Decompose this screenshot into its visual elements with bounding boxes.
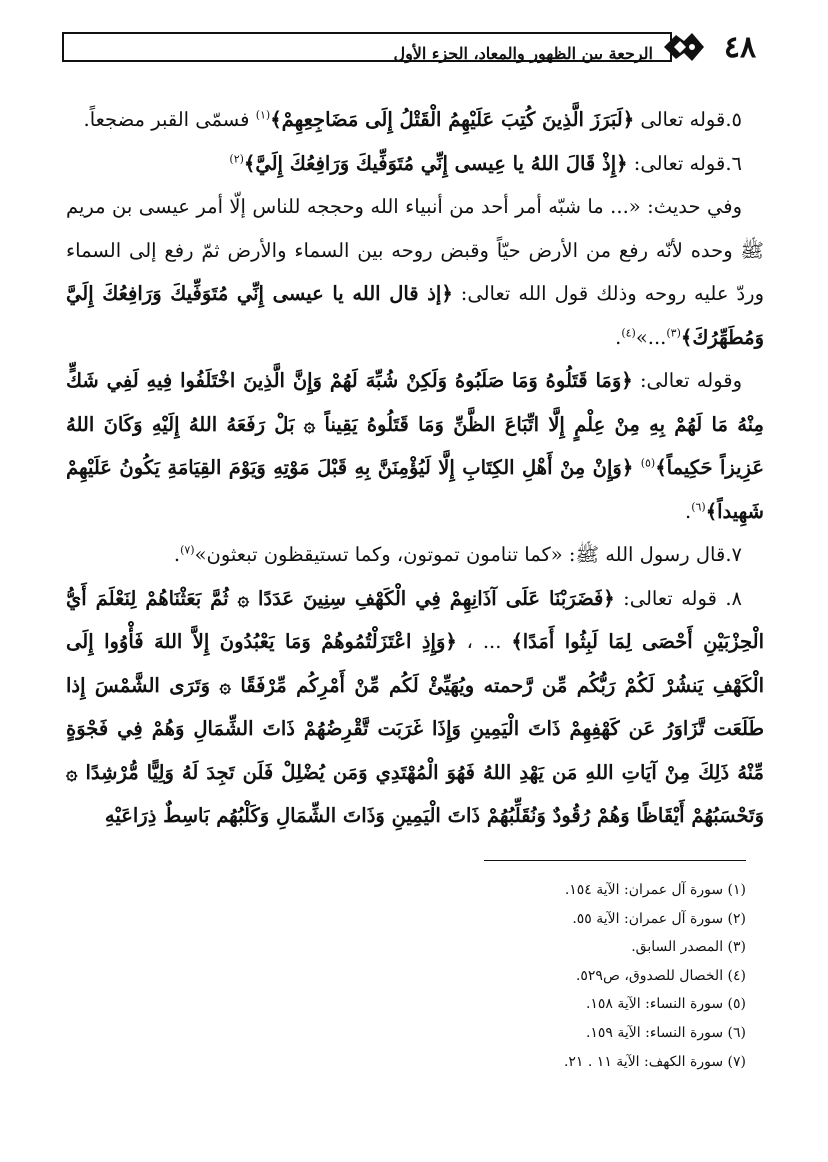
quran-verse: ﴿فَضَرَبْنَا عَلَى آذَانِهِمْ فِي الْكَهْفِ سِنِينَ عَدَدًا ۞ ثُمَّ بَعَثْنَاهُمْ لِنَعْلَمَ أَيُّ الْحِزْبَيْنِ أَحْصَى لِمَا لَبِثُوا أَمَدًا﴾ bbox=[66, 586, 764, 653]
hadith-text: قال رسول الله ﷺ: «كما تنامون تموتون، وكما تستيقظون تبعثون» bbox=[194, 543, 726, 566]
header-frame bbox=[62, 32, 672, 62]
hadith-close: ...» bbox=[635, 325, 667, 349]
item-number: ٨. bbox=[725, 586, 742, 610]
quran-verse: ﴿وَإِنْ مِنْ أَهْلِ الكِتَابِ إِلَّا لَيُؤْمِنَنَّ بِهِ قَبْلَ مَوْتِهِ وَيَوْمَ القِيَامَةِ يَكُونُ عَلَيْهِمْ شَهِيداً﴾ bbox=[66, 456, 764, 523]
footnote: (٥) سورة النساء: الآية ١٥٨. bbox=[585, 996, 746, 1013]
quran-verse: ﴿لَبَرَزَ الَّذِينَ كُتِبَ عَلَيْهِمُ الْقَتْلُ إِلَى مَضَاجِعِهِمْ﴾ bbox=[270, 108, 635, 131]
quran-verse: ﴿إِذْ قَالَ اللهُ يا عِيسى إِنِّي مُتَوَفِّيكَ وَرَافِعُكَ إِلَيَّ﴾ bbox=[243, 151, 628, 175]
footnote: (٢) سورة آل عمران: الآية ٥٥. bbox=[572, 910, 746, 927]
paragraph-hadith bbox=[66, 185, 764, 359]
footnote: (٦) سورة النساء: الآية ١٥٩. bbox=[585, 1024, 746, 1041]
footnote-ref: (٢) bbox=[229, 152, 244, 165]
period: . bbox=[173, 543, 181, 566]
paragraph-7 bbox=[66, 533, 764, 577]
item-number: ٧. bbox=[725, 543, 742, 566]
quran-verse: ﴿إذ قال الله يا عيسى إِنِّي مُتَوَفِّيكَ وَرَافِعُكَ إِلَيَّ وَمُطَهِّرُكَ﴾ bbox=[66, 282, 764, 349]
footnote: (٣) المصدر السابق. bbox=[631, 939, 746, 956]
footnote-ref: (٤) bbox=[621, 326, 636, 339]
verse-intro: وقوله تعالى: bbox=[632, 369, 743, 392]
footnote-ref: (٣) bbox=[666, 326, 681, 339]
verse-intro: قوله تعالى: bbox=[627, 151, 726, 175]
footnote: (١) سورة آل عمران: الآية ١٥٤. bbox=[564, 882, 746, 898]
verse-intro: قوله تعالى: bbox=[614, 586, 726, 610]
paragraph-6 bbox=[66, 142, 764, 186]
book-title: الرجعة بين الظهور والمعاد، الجزء الأول bbox=[393, 44, 653, 63]
commentary-text: فسمّى القبر مضجعاً. bbox=[83, 108, 256, 131]
footnote-ref: (٧) bbox=[180, 543, 195, 557]
footnote: (٧) سورة الكهف: الآية ١١ . ٢١. bbox=[563, 1053, 746, 1070]
item-number: ٥. bbox=[725, 108, 742, 131]
quran-verse: ﴿وَإِذِ اعْتَزَلْتُمُوهُمْ وَمَا يَعْبُدُونَ إِلاَّ اللهَ فَأْوُوا إِلَى الْكَهْفِ يَنشُرْ لَكُمْ رَبُّكُم مِّن رَّحمته ويُهَيِّئْ لَكُم مِّنْ أَمْرِكُم مِّرْفَقًا ۞ وَتَرَى الشَّمْسَ إِذا طَلَعَت تَّزَاوَرُ عَن كَهْفِهِمْ ذَاتَ الْيَمِينِ وَإِذَا غَرَبَت تَّقْرِضُهُمْ ذَاتَ الشِّمَالِ وَهُمْ فِي فَجْوَةٍ مِّنْهُ ذَلِكَ مِنْ آيَاتِ اللهِ مَن يَهْدِ اللهُ فَهُوَ الْمُهْتَدِي وَمَن يُضْلِلْ فَلَن تَجِدَ لَهُ وَلِيًّا مُّرْشِدًا ۞ وَتَحْسَبُهُمْ أَيْقَاظًا وَهُمْ رُقُودٌ وَنُقَلِّبُهُمْ ذَاتَ الْيَمِينِ وَذَاتَ الشِّمَالِ وَكَلْبُهُم بَاسِطٌ ذِرَاعَيْهِ bbox=[66, 630, 764, 827]
period: . bbox=[684, 499, 692, 523]
item-number: ٦. bbox=[725, 151, 742, 175]
period: . bbox=[615, 325, 622, 349]
paragraph-verses bbox=[66, 359, 764, 533]
quran-verse: ﴿وَمَا قَتَلُوهُ وَمَا صَلَبُوهُ وَلَكِنْ شُبِّهَ لَهُمْ وَإِنَّ الَّذِينَ اخْتَلَفُوا فِيهِ لَفِي شَكٍّ مِنْهُ مَا لَهُمْ بِهِ مِنْ عِلْمٍ إِلَّا اتِّبَاعَ الظَّنِّ وَمَا قَتَلُوهُ يَقِيناً ۞ بَلْ رَفَعَهُ اللهُ إِلَيْهِ وَكَانَ اللهُ عَزِيزاً حَكِيماً﴾ bbox=[66, 369, 764, 479]
ellipsis: ... ، bbox=[456, 630, 512, 653]
ornament-icon bbox=[662, 29, 706, 65]
paragraph-8 bbox=[66, 577, 764, 838]
page-number: ٤٨ bbox=[723, 30, 757, 65]
footnote-separator bbox=[484, 860, 746, 861]
footnote-ref: (١) bbox=[255, 108, 271, 122]
paragraph-5 bbox=[66, 98, 764, 142]
running-header bbox=[62, 28, 768, 68]
footnote-ref: (٦) bbox=[691, 500, 706, 513]
hadith-text: وفي حديث: «... ما شبّه أمر أحد من أنبياء الله وحججه للناس إلّا أمر عيسى بن مريم ﷺ وحده لأنّه رفع من الأرض حيّاً وقبض روحه بين السماء والأرض ثمّ رفع إلى السماء وردّ عليه روحه وذلك قول الله تعالى: bbox=[66, 195, 764, 305]
footnote: (٤) الخصال للصدوق، ص٥٢٩. bbox=[575, 967, 746, 984]
main-text bbox=[66, 98, 764, 838]
footnote-ref: (٥) bbox=[640, 456, 656, 470]
verse-intro: قوله تعالى bbox=[634, 108, 726, 131]
footnotes bbox=[300, 876, 746, 1076]
